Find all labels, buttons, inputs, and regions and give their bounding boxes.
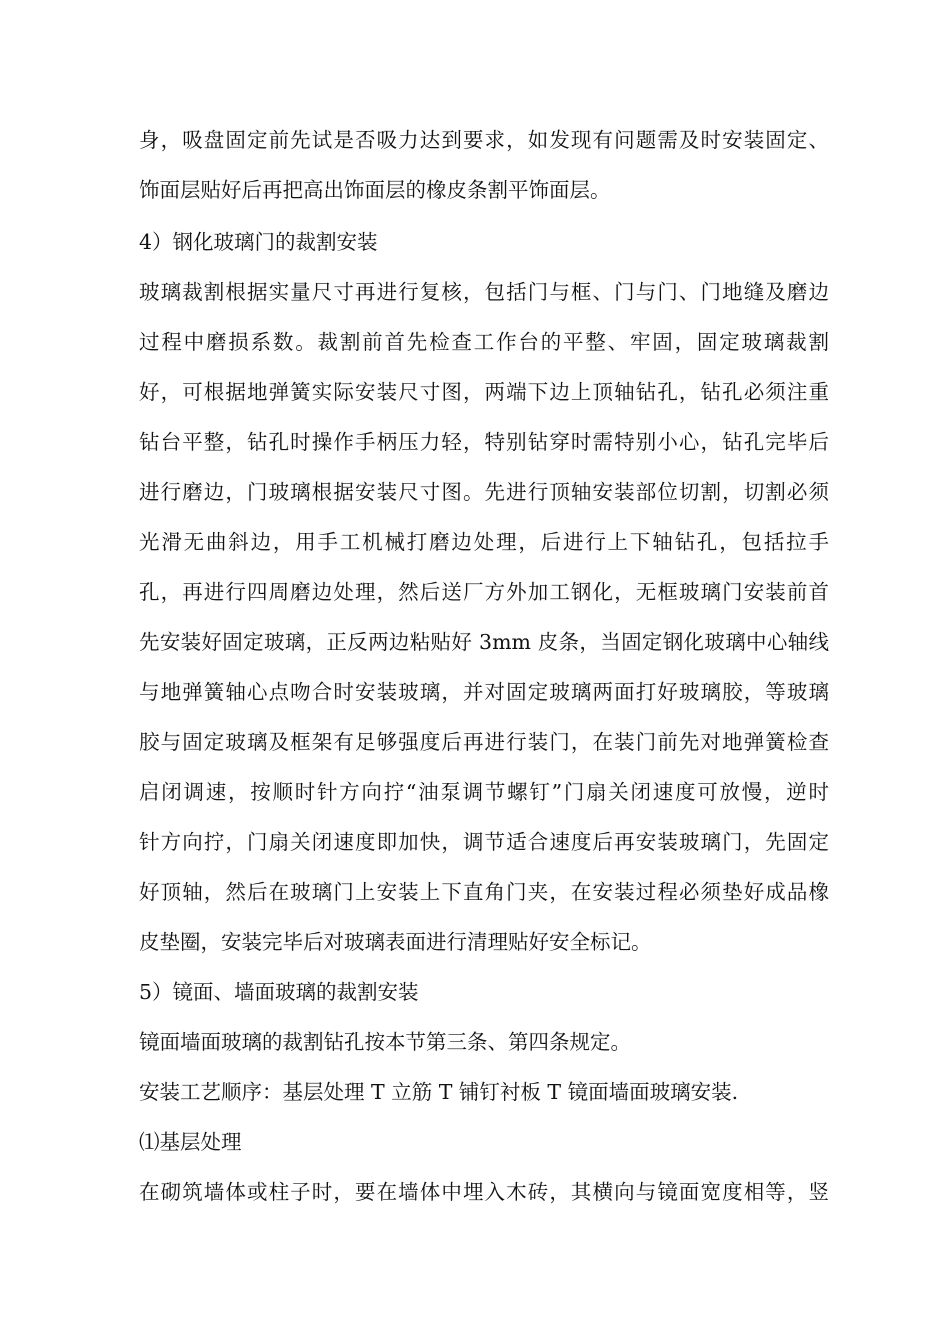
text-line: 钻台平整，钻孔时操作手柄压力轻，特别钻穿时需特别小心，钻孔完毕后	[139, 430, 829, 454]
text-line: 光滑无曲斜边，用手工机械打磨边处理，后进行上下轴钻孔，包括拉手	[139, 530, 829, 554]
text-line: 在砌筑墙体或柱子时，要在墙体中埋入木砖，其横向与镜面宽度相等，竖	[139, 1180, 829, 1204]
text-line: 饰面层贴好后再把高出饰面层的橡皮条割平饰面层。	[139, 178, 611, 202]
text-line: 胶与固定玻璃及框架有足够强度后再进行装门，在装门前先对地弹簧检查	[139, 730, 829, 754]
text-line: 安装工艺顺序：基层处理 T 立筋 T 铺钉衬板 T 镜面墙面玻璃安装.	[139, 1080, 739, 1104]
text-line: 针方向拧，门扇关闭速度即加快，调节适合速度后再安装玻璃门，先固定	[139, 830, 829, 854]
section-heading: 5）镜面、墙面玻璃的裁割安装	[139, 980, 419, 1004]
text-line: 身，吸盘固定前先试是否吸力达到要求，如发现有问题需及时安装固定、	[139, 128, 829, 152]
text-line: 玻璃裁割根据实量尺寸再进行复核，包括门与框、门与门、门地缝及磨边	[139, 280, 829, 304]
text-line: 好顶轴，然后在玻璃门上安装上下直角门夹，在安装过程必须垫好成品橡	[139, 880, 829, 904]
section-heading: 4）钢化玻璃门的裁割安装	[139, 230, 378, 254]
subsection-heading: ⑴基层处理	[139, 1130, 242, 1154]
text-line: 皮垫圈，安装完毕后对玻璃表面进行清理贴好安全标记。	[139, 930, 652, 954]
text-line: 孔，再进行四周磨边处理，然后送厂方外加工钢化，无框玻璃门安装前首	[139, 580, 829, 604]
text-line: 先安装好固定玻璃，正反两边粘贴好 3mm 皮条，当固定钢化玻璃中心轴线	[139, 630, 829, 654]
text-line: 镜面墙面玻璃的裁割钻孔按本节第三条、第四条规定。	[139, 1030, 631, 1054]
text-line: 过程中磨损系数。裁割前首先检查工作台的平整、牢固，固定玻璃裁割	[139, 330, 829, 354]
text-line: 与地弹簧轴心点吻合时安装玻璃，并对固定玻璃两面打好玻璃胶，等玻璃	[139, 680, 829, 704]
text-line: 好，可根据地弹簧实际安装尺寸图，两端下边上顶轴钻孔，钻孔必须注重	[139, 380, 829, 404]
text-line: 启闭调速，按顺时针方向拧“油泵调节螺钉”门扇关闭速度可放慢，逆时	[139, 780, 829, 804]
text-line: 进行磨边，门玻璃根据安装尺寸图。先进行顶轴安装部位切割，切割必须	[139, 480, 829, 504]
